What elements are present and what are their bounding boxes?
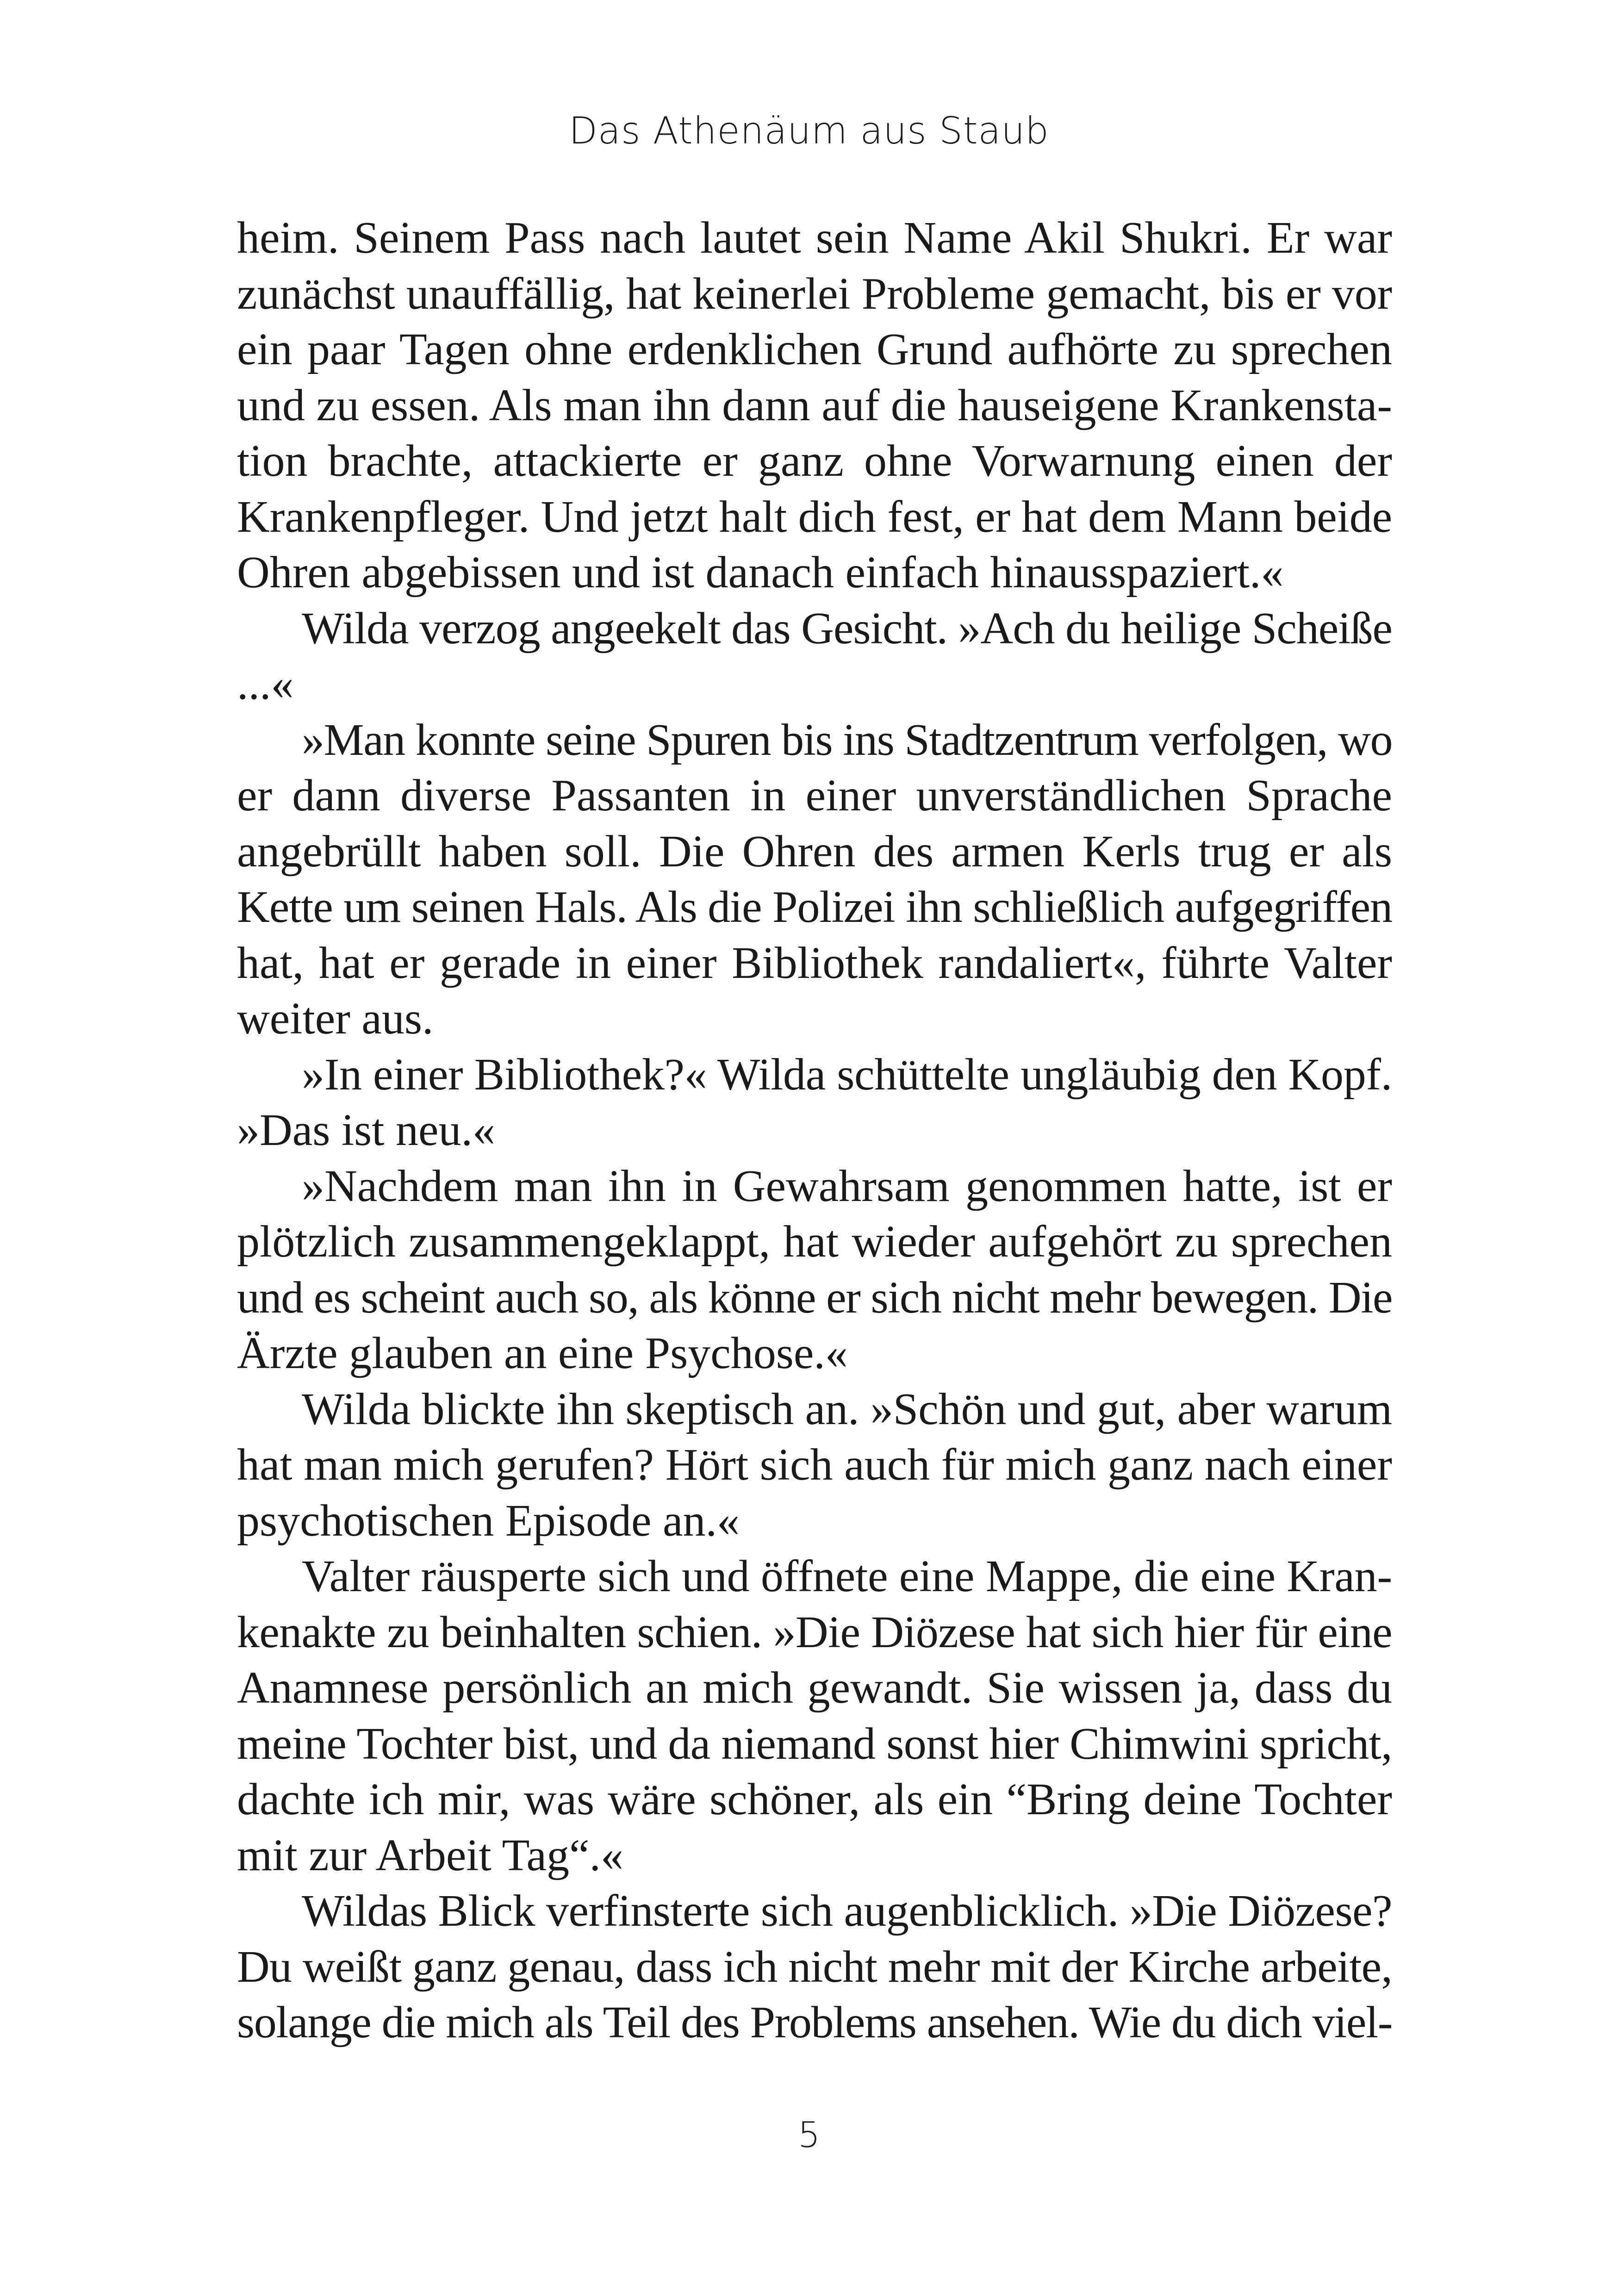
- page-number: 5: [797, 2114, 821, 2155]
- text-line: Ärzte glauben an eine Psychose.«: [237, 1328, 848, 1378]
- text-line: hat man mich gerufen? Hört sich auch für mich ganz nach einer: [237, 1440, 1392, 1490]
- text-line: Wilda blickte ihn skeptisch an. »Schön und gut, aber warum: [302, 1384, 1392, 1434]
- text-line: mit zur Arbeit Tag“.«: [237, 1830, 624, 1880]
- text-line: und zu essen. Als man ihn dann auf die hauseigene Krankensta-: [237, 380, 1392, 430]
- text-line: zunächst unauffällig, hat keinerlei Probleme gemacht, bis er vor: [237, 268, 1392, 319]
- text-line: Krankenpfleger. Und jetzt halt dich fest, er hat dem Mann beide: [237, 492, 1392, 542]
- text-line: »Das ist neu.«: [237, 1105, 495, 1155]
- text-line: heim. Seinem Pass nach lautet sein Name Akil Shukri. Er war: [237, 213, 1392, 263]
- text-line: Anamnese persönlich an mich gewandt. Sie wissen ja, dass du: [237, 1663, 1392, 1713]
- text-line: Wildas Blick verfinsterte sich augenblicklich. »Die Diözese?: [302, 1886, 1392, 1936]
- text-line: »In einer Bibliothek?« Wilda schüttelte ungläubig den Kopf.: [302, 1049, 1392, 1100]
- text-line: meine Tochter bist, und da niemand sonst hier Chimwini spricht,: [237, 1718, 1392, 1769]
- text-line: kenakte zu beinhalten schien. »Die Diözese hat sich hier für eine: [237, 1607, 1393, 1657]
- text-line: Ohren abgebissen und ist danach einfach hinausspaziert.«: [237, 548, 1284, 597]
- text-line: Valter räusperte sich und öffnete eine Mappe, die eine Kran-: [302, 1551, 1392, 1601]
- text-line: er dann diverse Passanten in einer unverständlichen Sprache: [237, 771, 1392, 821]
- text-line: hat, hat er gerade in einer Bibliothek randaliert«, führte Valter: [237, 938, 1392, 988]
- text-line: tion brachte, attackierte er ganz ohne Vorwarnung einen der: [237, 436, 1392, 486]
- text-line: Kette um seinen Hals. Als die Polizei ihn schließlich aufgegriffen: [237, 882, 1392, 932]
- text-line: solange die mich als Teil des Problems ansehen. Wie du dich viel-: [237, 1997, 1392, 2047]
- text-line: und es scheint auch so, als könne er sich nicht mehr bewegen. Die: [237, 1272, 1392, 1323]
- text-line: dachte ich mir, was wäre schöner, als ein “Bring deine Tochter: [237, 1774, 1392, 1824]
- text-line: psychotischen Episode an.«: [237, 1495, 740, 1546]
- text-line: »Man konnte seine Spuren bis ins Stadtzentrum verfolgen, wo: [302, 715, 1392, 765]
- text-line: »Nachdem man ihn in Gewahrsam genommen hatte, ist er: [302, 1161, 1392, 1211]
- text-line: Du weißt ganz genau, dass ich nicht mehr mit der Kirche arbeite,: [237, 1941, 1392, 1992]
- text-line: Wilda verzog angeekelt das Gesicht. »Ach du heilige Scheiße: [302, 603, 1392, 653]
- text-line: angebrüllt haben soll. Die Ohren des armen Kerls trug er als: [237, 826, 1392, 877]
- text-line: weiter aus.: [237, 994, 434, 1044]
- text-line: ...«: [237, 659, 294, 709]
- running-header: Das Athenäum aus Staub: [569, 109, 1049, 152]
- text-line: plötzlich zusammengeklappt, hat wieder aufgehört zu sprechen: [237, 1217, 1392, 1267]
- text-line: ein paar Tagen ohne erdenklichen Grund aufhörte zu sprechen: [237, 324, 1392, 374]
- body-text: [237, 210, 1392, 2051]
